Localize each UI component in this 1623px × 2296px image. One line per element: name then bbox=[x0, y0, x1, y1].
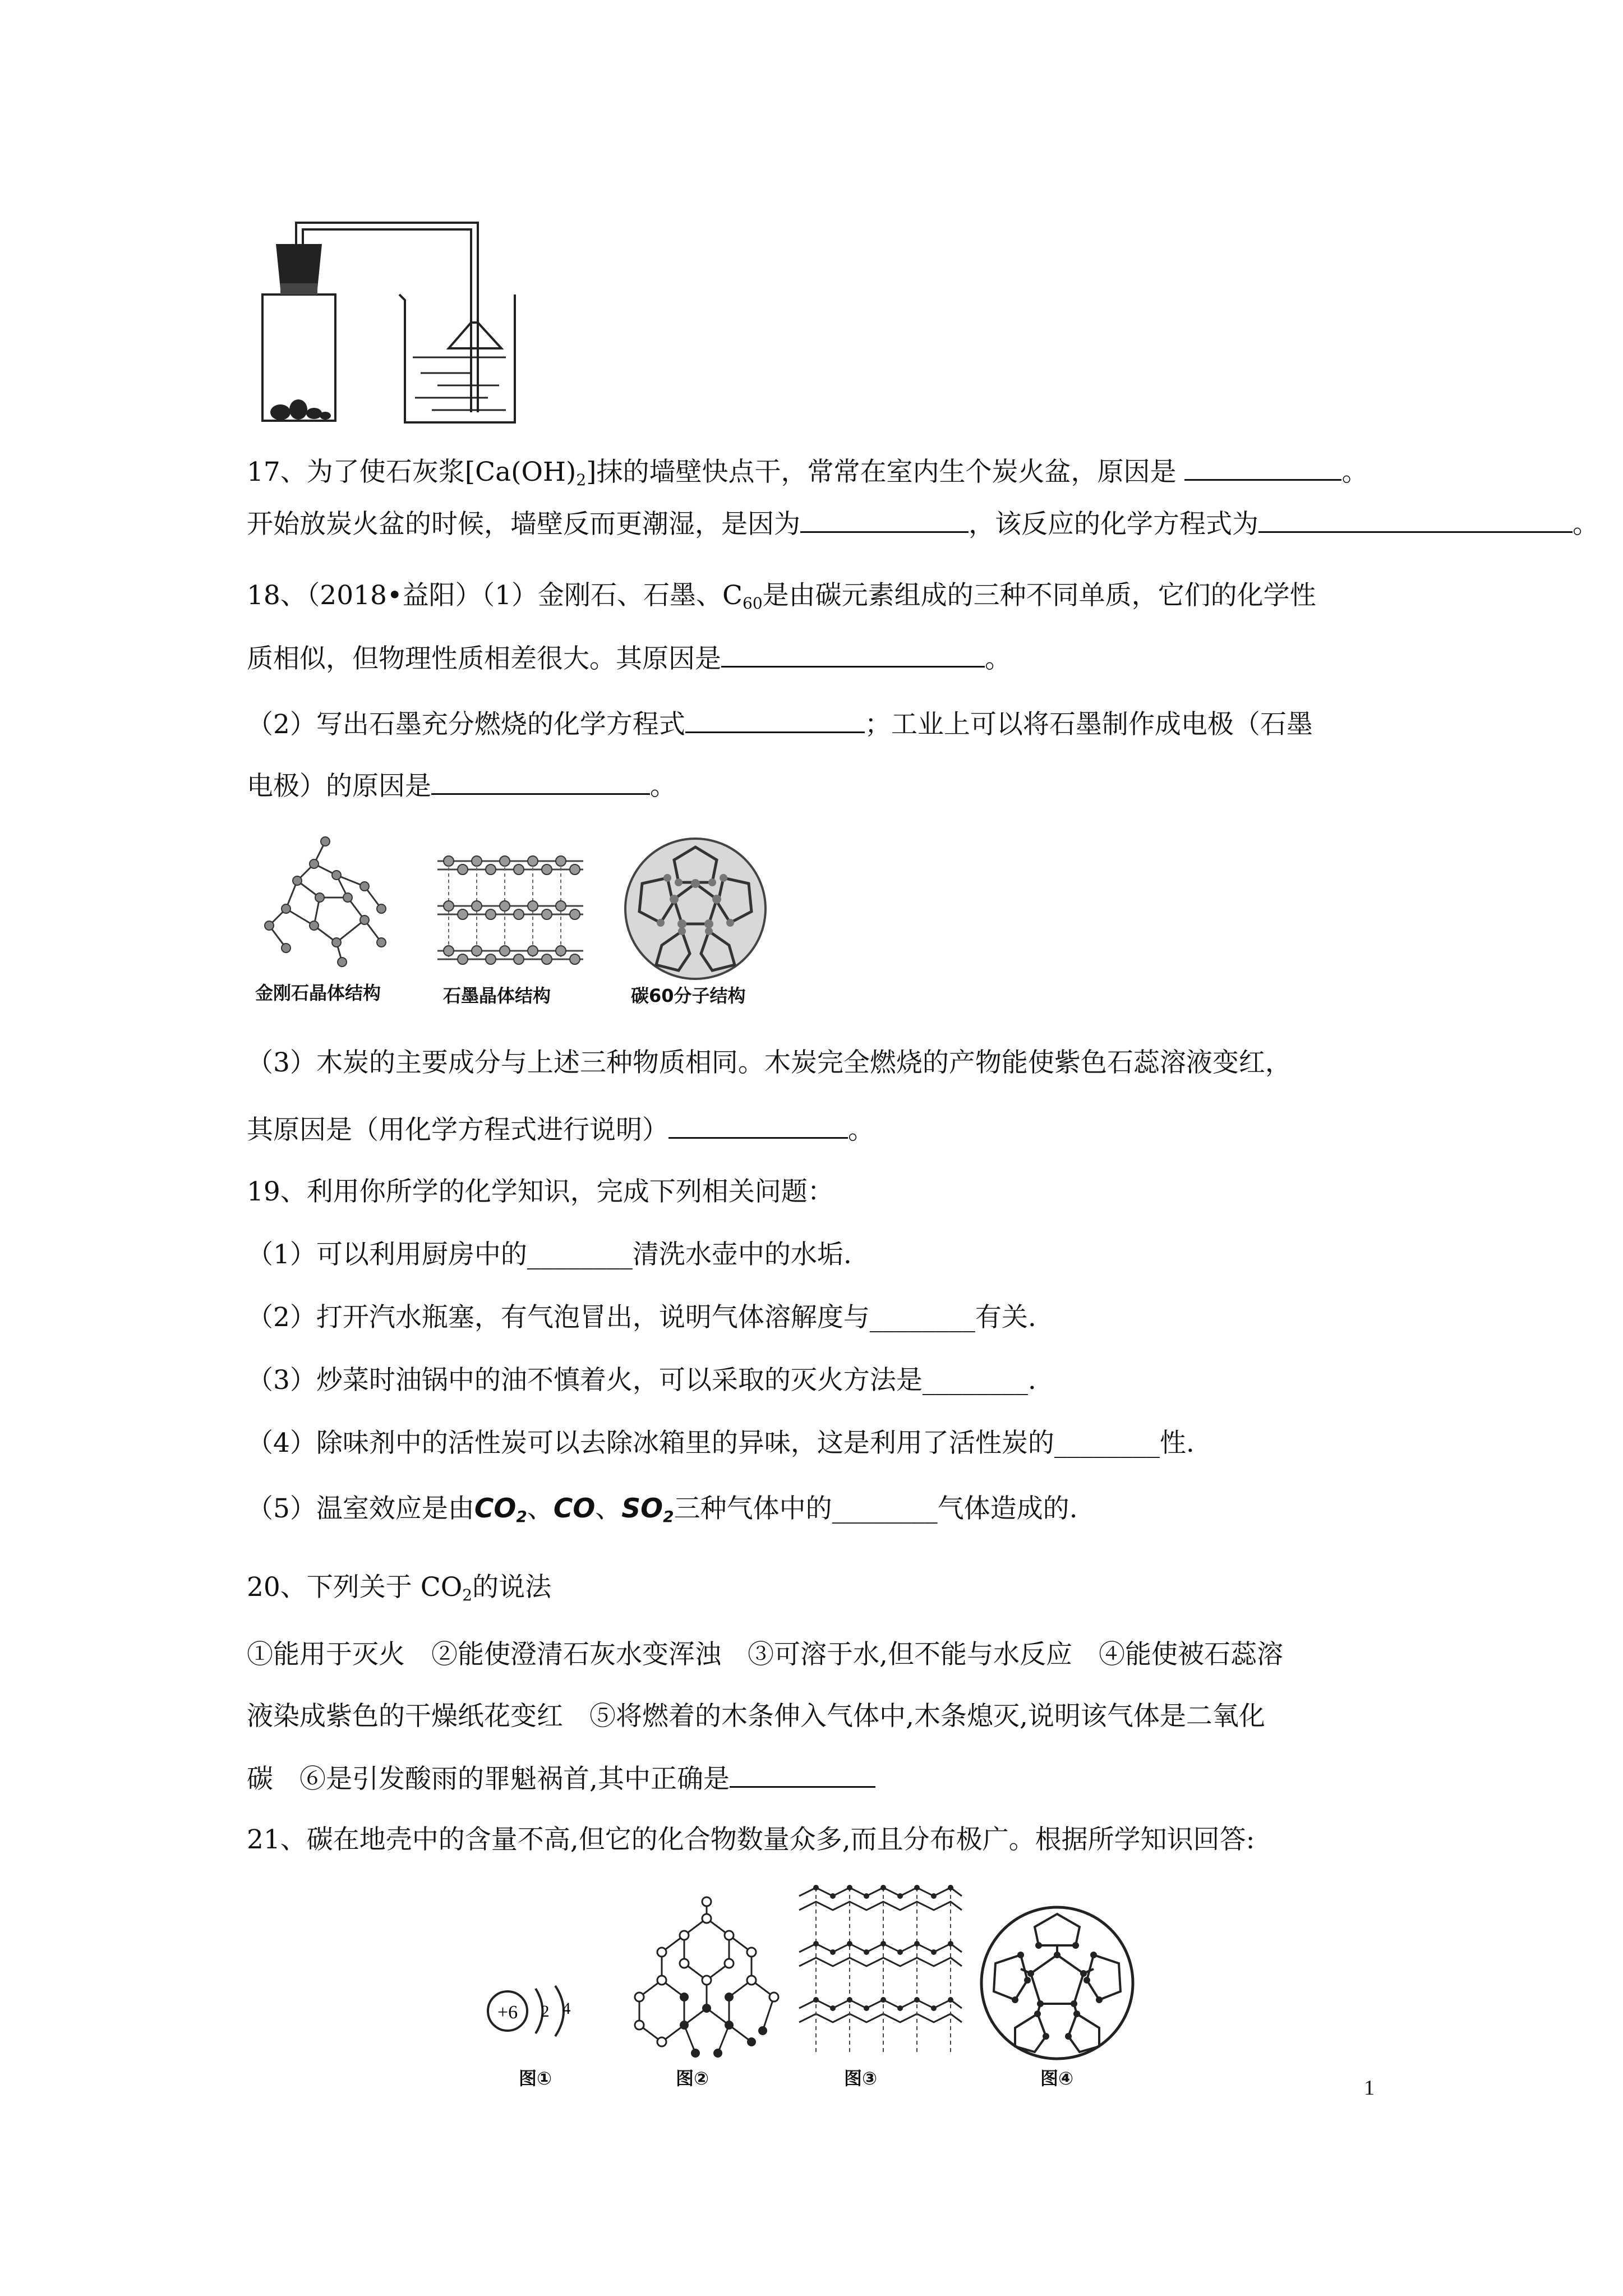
q19-blank-4[interactable]: ________ bbox=[1054, 1428, 1160, 1458]
fig2-diamond-figure bbox=[623, 1896, 785, 2064]
q18-line1: 18、（2018•益阳）（1）金刚石、石墨、$C_{60}$是由碳元素组成的三种不同单质，它们的化学性 bbox=[247, 580, 1316, 613]
q18-blank-4[interactable] bbox=[668, 1112, 848, 1139]
q19-blank-5[interactable]: ________ bbox=[832, 1493, 938, 1524]
q19-item-2: （2）打开汽水瓶塞，有气泡冒出，说明气体溶解度与________有关. bbox=[247, 1302, 1036, 1333]
q19-blank-1[interactable]: ________ bbox=[527, 1239, 633, 1270]
page-number: 1 bbox=[1364, 2076, 1375, 2100]
q18-line4: 电极）的原因是 。 bbox=[247, 769, 676, 803]
q18-line3: （2）写出石墨充分燃烧的化学方程式 ；工业上可以将石墨制作成电极（石墨 bbox=[247, 707, 1313, 742]
nucleus-label: +6 bbox=[497, 2002, 518, 2023]
c60-structure-figure bbox=[617, 833, 774, 984]
fig3-graphite-figure bbox=[794, 1885, 967, 2064]
q19-blank-3[interactable]: ________ bbox=[922, 1365, 1028, 1396]
q19-item-4: （4）除味剂中的活性炭可以去除冰箱里的异味，这是利用了活性炭的________性. bbox=[247, 1428, 1195, 1458]
q20-line1: ①能用于灭火 ②能使澄清石灰水变浑浊 ③可溶于水,但不能与水反应 ④能使被石蕊溶 bbox=[247, 1639, 1283, 1670]
caption-diamond: 金刚石晶体结构 bbox=[255, 982, 381, 1004]
q17-line2: 开始放炭火盆的时候，墙壁反而更潮湿，是因为 ，该反应的化学方程式为 。 bbox=[247, 507, 1599, 541]
q19-title: 19、利用你所学的化学知识，完成下列相关问题： bbox=[247, 1176, 834, 1207]
q19-item-1: （1）可以利用厨房中的________清洗水壶中的水垢. bbox=[247, 1239, 852, 1270]
carbon-atom-structure-figure bbox=[482, 1980, 589, 2042]
q21-title: 21、碳在地壳中的含量不高,但它的化合物数量众多,而且分布极广。根据所学知识回答: bbox=[247, 1824, 1255, 1855]
shell1-label: 2 bbox=[541, 2002, 550, 2021]
q19-item-5: （5）温室效应是由$CO_2$、CO、$SO_2$三种气体中的________气体造成的. bbox=[247, 1493, 1078, 1526]
caption-fig3: 图③ bbox=[844, 2068, 878, 2089]
fig4-c60-figure bbox=[976, 1902, 1138, 2064]
q18-line6: 其原因是（用化学方程式进行说明） 。 bbox=[247, 1112, 874, 1147]
caption-fig1: 图① bbox=[519, 2068, 552, 2089]
caption-fig4: 图④ bbox=[1040, 2068, 1074, 2089]
q19-item-3: （3）炒菜时油锅中的油不慎着火，可以采取的灭火方法是________. bbox=[247, 1365, 1036, 1396]
q18-blank-2[interactable] bbox=[685, 707, 865, 733]
caption-graphite: 石墨晶体结构 bbox=[443, 985, 551, 1006]
q20-blank[interactable] bbox=[730, 1761, 875, 1788]
diamond-structure-figure bbox=[252, 830, 398, 976]
apparatus-figure bbox=[247, 210, 550, 429]
caption-c60: 碳60分子结构 bbox=[631, 985, 746, 1006]
q18-blank-3[interactable] bbox=[431, 769, 650, 795]
q17-blank-2[interactable] bbox=[800, 507, 969, 533]
q19-blank-2[interactable]: ________ bbox=[869, 1302, 975, 1333]
q18-blank-1[interactable] bbox=[721, 641, 985, 668]
graphite-structure-figure bbox=[432, 844, 589, 973]
q17-line1: 17、为了使石灰浆$[Ca(OH)_2]$抹的墙壁快点干，常常在室内生个炭火盆，原因是 。 bbox=[247, 454, 1368, 497]
q20-title: 20、下列关于 $CO_2$的说法 bbox=[247, 1572, 552, 1604]
q20-line3: 碳 ⑥是引发酸雨的罪魁祸首,其中正确是 bbox=[247, 1761, 875, 1796]
q18-line2: 质相似，但物理性质相差很大。其原因是 。 bbox=[247, 641, 1011, 676]
shell2-label: 4 bbox=[562, 1999, 571, 2018]
q18-line5: （3）木炭的主要成分与上述三种物质相同。木炭完全燃烧的产物能使紫色石蕊溶液变红， bbox=[247, 1047, 1292, 1078]
caption-fig2: 图② bbox=[676, 2068, 709, 2089]
q20-line2: 液染成紫色的干燥纸花变红 ⑤将燃着的木条伸入气体中,木条熄灭,说明该气体是二氧化 bbox=[247, 1701, 1265, 1732]
q17-blank-1[interactable] bbox=[1184, 454, 1341, 481]
q17-blank-3[interactable] bbox=[1258, 507, 1573, 533]
